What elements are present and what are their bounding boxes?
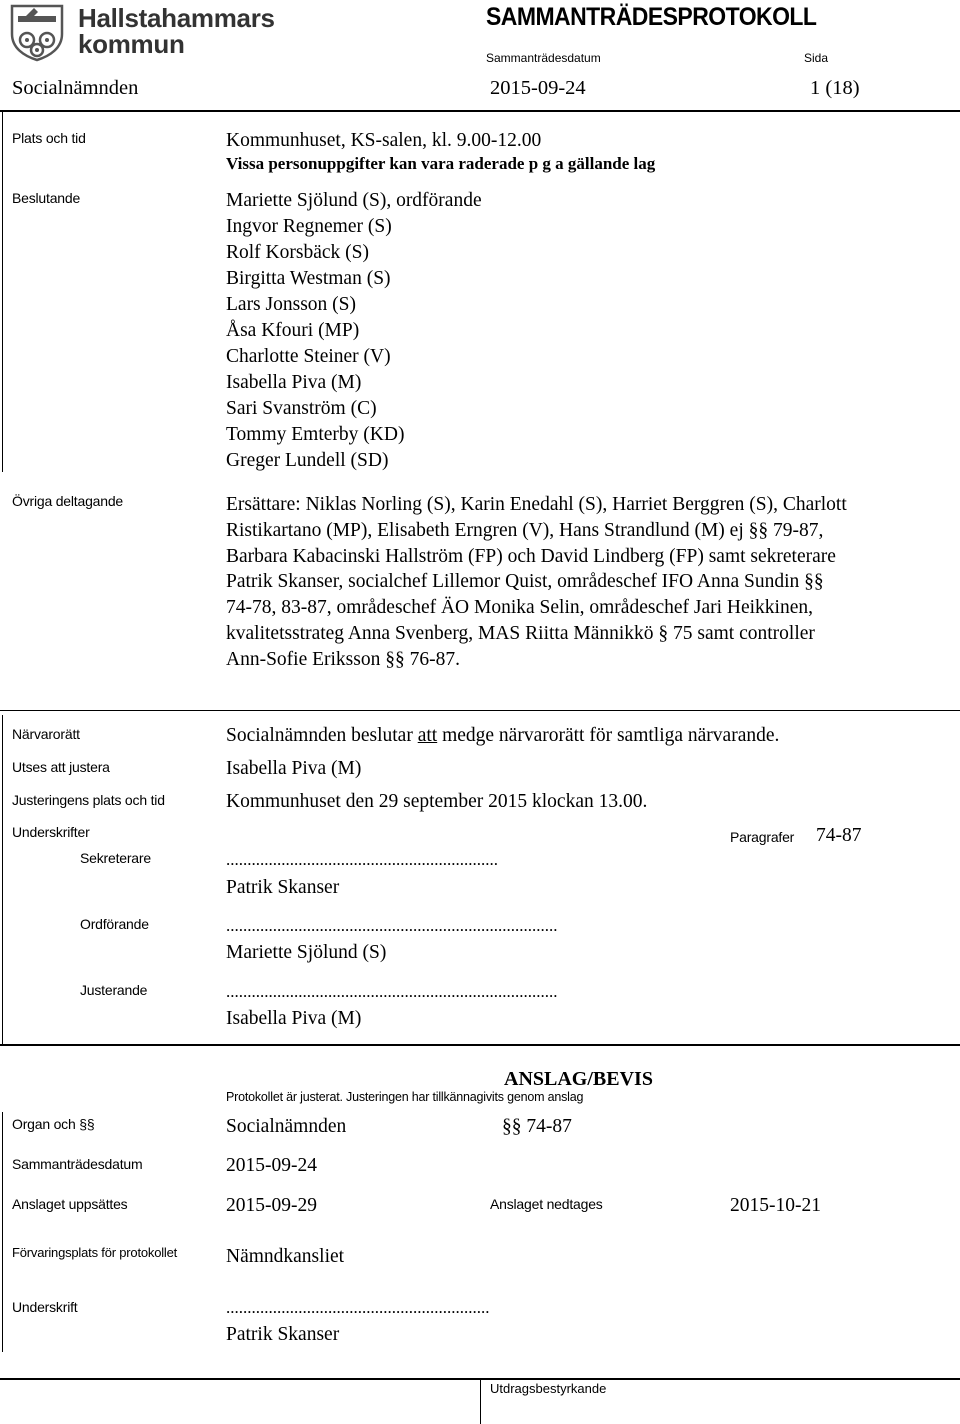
page-number: 1 (18) bbox=[810, 77, 860, 99]
deciding-members-list bbox=[226, 188, 482, 474]
header-divider bbox=[0, 110, 960, 112]
member-line: Åsa Kfouri (MP) bbox=[226, 320, 360, 341]
member-line: Sari Svanström (C) bbox=[226, 398, 377, 419]
chair-name: Mariette Sjölund (S) bbox=[226, 942, 387, 963]
organ-paragraphs: §§ 74-87 bbox=[502, 1116, 572, 1137]
other-participants-text bbox=[226, 492, 847, 673]
document-title: SAMMANTRÄDESPROTOKOLL bbox=[486, 3, 817, 31]
storage-value: Nämndkansliet bbox=[226, 1246, 345, 1267]
participants-line: Patrik Skanser, socialchef Lillemor Quist, områdeschef IFO Anna Sundin §§ bbox=[226, 571, 824, 593]
notice-signature-line: .............................................................. bbox=[226, 1298, 490, 1317]
label-column-divider-mid bbox=[2, 715, 3, 1045]
member-line: Isabella Piva (M) bbox=[226, 372, 362, 393]
committee-name: Socialnämnden bbox=[12, 77, 139, 99]
presence-right-label: Närvarorätt bbox=[12, 726, 80, 742]
paragraphs-label: Paragrafer bbox=[730, 829, 795, 845]
place-time-label: Plats och tid bbox=[12, 130, 86, 146]
member-line: Greger Lundell (SD) bbox=[226, 450, 389, 471]
chair-signature-line: .............................................................................. bbox=[226, 916, 558, 935]
member-line: Birgitta Westman (S) bbox=[226, 268, 391, 289]
adjuster-value: Isabella Piva (M) bbox=[226, 758, 362, 779]
adjuster-label: Utses att justera bbox=[12, 759, 110, 775]
participants-line: Ristikartano (MP), Elisabeth Erngren (V), Hans Strandlund (M) ej §§ 79-87, bbox=[226, 519, 824, 541]
coat-of-arms-icon bbox=[8, 4, 66, 62]
place-time-value: Kommunhuset, KS-salen, kl. 9.00-12.00 bbox=[226, 130, 542, 151]
presence-text-end: medge närvarorätt för samtliga närvarande. bbox=[437, 725, 780, 746]
adjuster-signature-name: Isabella Piva (M) bbox=[226, 1008, 362, 1029]
label-column-divider-bottom bbox=[2, 1112, 3, 1352]
other-participants-label: Övriga deltagande bbox=[12, 493, 124, 509]
logo-name-line2: kommun bbox=[78, 29, 185, 59]
municipality-logo bbox=[8, 4, 280, 60]
organ-label: Organ och §§ bbox=[12, 1116, 95, 1132]
notice-title: ANSLAG/BEVIS bbox=[504, 1068, 653, 1090]
participants-line: Ersättare: Niklas Norling (S), Karin Enedahl (S), Harriet Berggren (S), Charlott bbox=[226, 494, 847, 515]
signature-label: Underskrift bbox=[12, 1299, 78, 1315]
presence-text-start: Socialnämnden beslutar bbox=[226, 725, 418, 746]
notice-subtitle: Protokollet är justerat. Justeringen har tillkännagivits genom anslag bbox=[226, 1090, 584, 1104]
chair-label: Ordförande bbox=[80, 916, 149, 932]
paragraphs-value: 74-87 bbox=[816, 825, 862, 846]
adjust-place-label: Justeringens plats och tid bbox=[12, 792, 165, 808]
presence-text-underlined: att bbox=[417, 725, 438, 746]
presence-right-decision bbox=[226, 725, 779, 747]
member-line: Ingvor Regnemer (S) bbox=[226, 216, 392, 237]
deciding-label: Beslutande bbox=[12, 190, 81, 206]
extract-certification-label: Utdragsbestyrkande bbox=[490, 1381, 607, 1396]
privacy-note: Vissa personuppgifter kan vara raderade p g a gällande lag bbox=[226, 154, 656, 173]
member-line: Tommy Emterby (KD) bbox=[226, 424, 405, 445]
logo-name-line1: Hallstahammars bbox=[78, 3, 275, 33]
section-divider-signatures bbox=[0, 1044, 960, 1046]
participants-line: kvalitetsstrateg Anna Svenberg, MAS Riitta Männikkö § 75 samt controller bbox=[226, 622, 815, 644]
adjuster-signature-line: .............................................................................. bbox=[226, 982, 558, 1001]
adjust-place-value: Kommunhuset den 29 september 2015 klockan 13.00. bbox=[226, 791, 648, 812]
label-column-divider-top bbox=[2, 112, 3, 472]
member-line: Mariette Sjölund (S), ordförande bbox=[226, 190, 482, 211]
secretary-signature-line: ................................................................ bbox=[226, 850, 498, 869]
footer-box-left bbox=[480, 1378, 481, 1424]
page-header-label: Sida bbox=[804, 51, 829, 65]
signatures-label: Underskrifter bbox=[12, 824, 90, 840]
member-line: Rolf Korsbäck (S) bbox=[226, 242, 369, 263]
removed-value: 2015-10-21 bbox=[730, 1195, 821, 1216]
posted-label: Anslaget uppsättes bbox=[12, 1196, 128, 1212]
member-line: Charlotte Steiner (V) bbox=[226, 346, 391, 367]
date-header-label: Sammanträdesdatum bbox=[486, 51, 601, 65]
posted-value: 2015-09-29 bbox=[226, 1195, 317, 1216]
storage-label: Förvaringsplats för protokollet bbox=[12, 1245, 178, 1260]
section-divider-meeting bbox=[0, 710, 960, 711]
participants-line: 74-78, 83-87, områdeschef ÄO Monika Selin, områdeschef Jari Heikkinen, bbox=[226, 597, 814, 619]
notice-signature-name: Patrik Skanser bbox=[226, 1324, 340, 1345]
secretary-label: Sekreterare bbox=[80, 850, 151, 866]
meeting-date: 2015-09-24 bbox=[490, 77, 586, 99]
member-line: Lars Jonsson (S) bbox=[226, 294, 356, 315]
participants-line: Barbara Kabacinski Hallström (FP) och David Lindberg (FP) samt sekreterare bbox=[226, 545, 836, 567]
removed-label: Anslaget nedtages bbox=[490, 1196, 603, 1212]
notice-date-label: Sammanträdesdatum bbox=[12, 1156, 143, 1172]
secretary-name: Patrik Skanser bbox=[226, 877, 340, 898]
adjuster-signature-label: Justerande bbox=[80, 982, 148, 998]
notice-date-value: 2015-09-24 bbox=[226, 1155, 317, 1176]
participants-line: Ann-Sofie Eriksson §§ 76-87. bbox=[226, 648, 460, 670]
organ-value: Socialnämnden bbox=[226, 1116, 347, 1137]
